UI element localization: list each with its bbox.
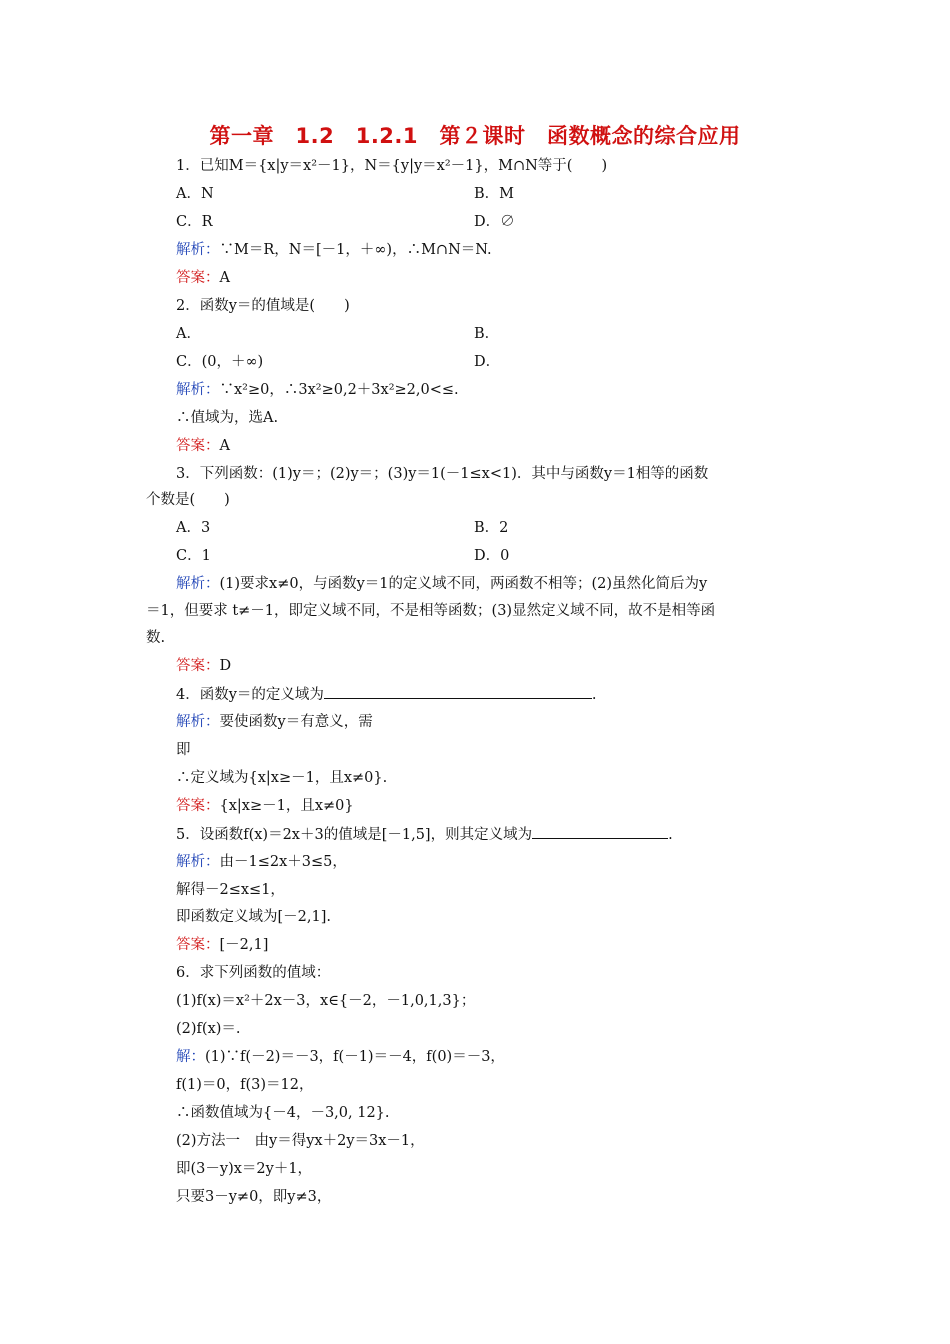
analysis-label: 解析： [176,382,220,398]
q5-stem [176,824,673,845]
q4-answer [176,796,354,816]
q6-stem: 6．求下列函数的值域： [176,965,331,981]
q4-stem-text: 4．函数y＝的定义域为 [176,687,324,703]
q6-solution-text: (1)∵f(－2)＝－3，f(－1)＝－4，f(0)＝－3， [205,1049,505,1065]
q6-solution-line5: 即(3－y)x＝2y＋1， [176,1161,313,1177]
q6-solution-line6: 只要3－y≠0，即y≠3， [176,1189,332,1205]
q2-analysis-line2: ∴值域为，选A. [176,410,279,426]
q6-solution-line4: (2)方法一 由y＝得yx＋2y＝3x－1， [176,1133,425,1149]
q5-stem-end: . [668,827,673,843]
q1-analysis [176,240,492,260]
q2-analysis-text: ∵x²≥0，∴3x²≥0,2＋3x²≥2,0<≤. [219,382,459,398]
q2-answer [176,436,230,456]
answer-label: 答案： [176,438,220,454]
q1-stem: 1．已知M＝{x|y＝x²－1}，N＝{y|y＝x²－1}，M∩N等于( ) [176,158,608,174]
q3-analysis [176,574,707,594]
q6-part2: (2)f(x)＝. [176,1021,241,1037]
q3-answer [176,656,231,676]
analysis-label: 解析： [176,714,220,730]
answer-label: 答案： [176,658,220,674]
q2-answer-text: A [219,438,230,454]
q4-analysis [176,712,373,732]
analysis-label: 解析： [176,854,220,870]
q5-analysis-line3: 即函数定义域为[－2,1]. [176,909,331,925]
q5-stem-text: 5．设函数f(x)＝2x＋3的值域是[－1,5]，则其定义域为 [176,827,533,843]
q5-analysis-text: 由－1≤2x＋3≤5， [219,854,347,870]
q1-answer [176,268,230,288]
solution-label: 解： [176,1049,205,1065]
q3-analysis-line2: ＝1，但要求 t≠－1，即定义域不同，不是相等函数；(3)显然定义域不同，故不是相等函 [146,603,716,619]
q3-analysis-line3: 数. [146,630,166,646]
q5-answer [176,935,268,955]
analysis-label: 解析： [176,576,220,592]
q1-option-c: C．R [176,214,213,230]
q6-solution-line2: f(1)＝0，f(3)＝12， [176,1077,314,1093]
q5-answer-blank [532,824,668,839]
q5-analysis-line2: 解得－2≤x≤1， [176,882,285,898]
q4-stem [176,684,597,705]
q1-option-d: D．∅ [474,214,515,230]
q3-answer-text: D [219,658,232,674]
q1-answer-text: A [219,270,230,286]
answer-label: 答案： [176,270,220,286]
q2-option-d: D． [474,354,501,370]
q3-option-d: D．0 [474,548,510,564]
q3-stem-line2: 个数是( ) [146,492,230,508]
q2-stem: 2．函数y＝的值域是( ) [176,298,350,314]
q5-answer-text: [－2,1] [219,937,269,953]
q1-option-b: B．M [474,186,515,202]
q2-analysis [176,380,459,400]
q4-analysis-text: 要使函数y＝有意义，需 [219,714,373,730]
q3-option-a: A．3 [176,520,211,536]
analysis-label: 解析： [176,242,220,258]
q6-part1: (1)f(x)＝x²＋2x－3，x∈{－2，－1,0,1,3}； [176,993,476,1009]
q6-solution [176,1047,505,1067]
q1-option-a: A．N [176,186,214,202]
q4-analysis-line2: 即 [176,742,191,758]
q3-option-c: C．1 [176,548,211,564]
page-title: 第一章 1.2 1.2.1 第２课时 函数概念的综合应用 [209,124,741,148]
q3-stem: 3．下列函数：(1)y＝；(2)y＝；(3)y＝1(－1≤x<1)．其中与函数y＝1相等的函数 [176,466,709,482]
q4-answer-text: {x|x≥－1，且x≠0} [219,798,354,814]
q4-stem-end: . [591,687,597,703]
q2-option-c: C．(0，＋∞) [176,354,264,370]
q3-option-b: B．2 [474,520,509,536]
answer-label: 答案： [176,798,220,814]
q5-analysis [176,852,347,872]
q6-solution-line3: ∴函数值域为{－4，－3,0, 12}. [176,1105,390,1121]
answer-label: 答案： [176,937,220,953]
q4-analysis-line3: ∴定义域为{x|x≥－1，且x≠0}. [176,770,388,786]
q3-analysis-text: (1)要求x≠0，与函数y＝1的定义域不同，两函数不相等；(2)虽然化简后为y [219,576,708,592]
q4-answer-blank [324,684,592,699]
q2-option-b: B． [474,326,500,342]
q1-analysis-text: ∵M＝R，N＝[－1，＋∞)，∴M∩N＝N. [219,242,492,258]
q2-option-a: A． [176,326,201,342]
